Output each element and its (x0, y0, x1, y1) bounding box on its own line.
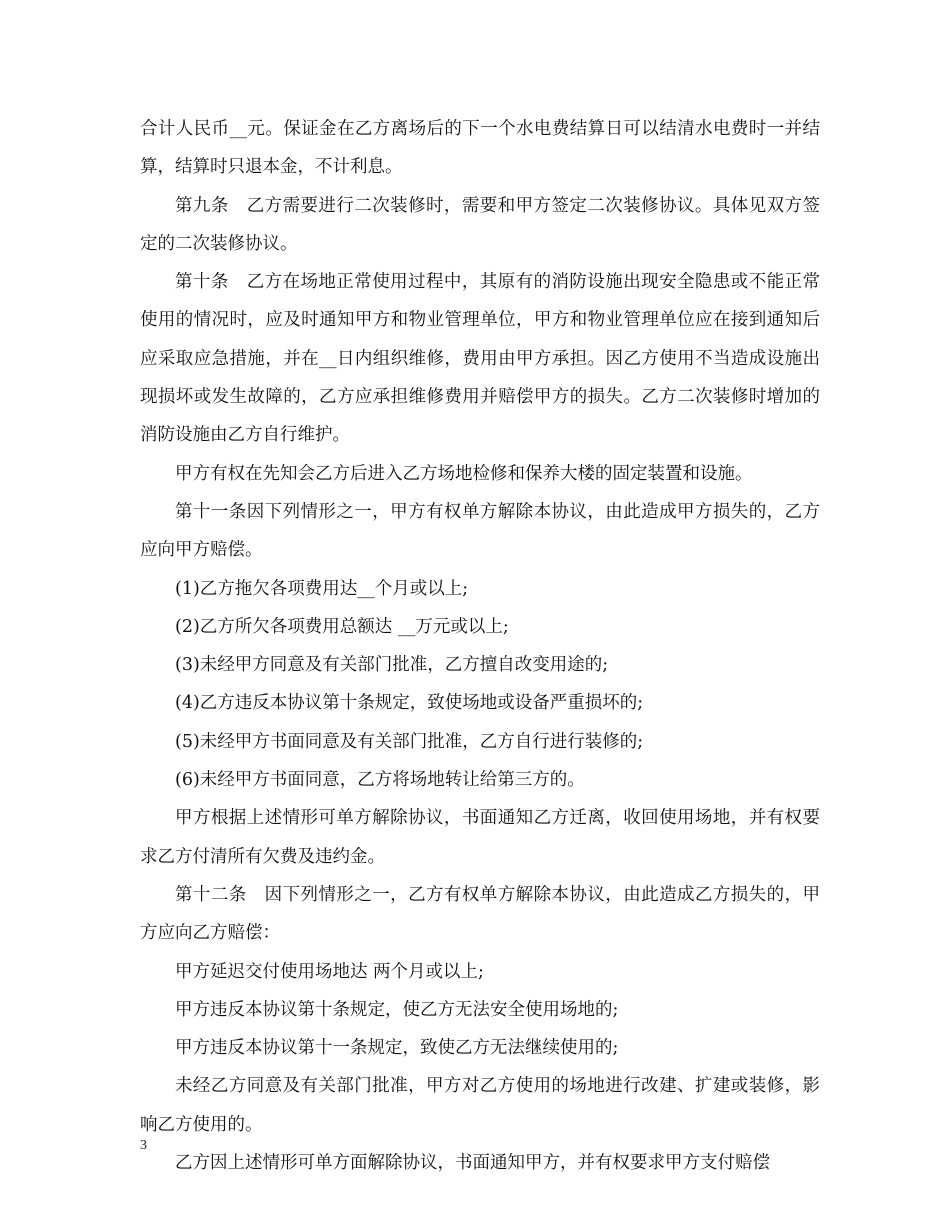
paragraph: 甲方违反本协议第十一条规定，致使乙方无法继续使用的; (175, 1038, 619, 1059)
paragraph: 第九条 乙方需要进行二次装修时，需要和甲方签定二次装修协议。具体见双方签定的二次装修协议。 (140, 195, 820, 254)
paragraph: (2)乙方所欠各项费用总额达 __万元或以上; (175, 616, 509, 637)
paragraph: 合计人民币__元。保证金在乙方离场后的下一个水电费结算日可以结清水电费时一并结算，结算时只退本金，不计利息。 (140, 119, 820, 178)
paragraph: 甲方延迟交付使用场地达 两个月或以上; (175, 961, 484, 982)
paragraph: 第十二条 因下列情形之一，乙方有权单方解除本协议，由此造成乙方损失的，甲方应向乙方赔偿： (140, 884, 820, 944)
paragraph: (1)乙方拖欠各项费用达__个月或以上; (175, 578, 469, 599)
paragraph: 未经乙方同意及有关部门批准，甲方对乙方使用的场地进行改建、扩建或装修，影响乙方使用的。 (140, 1076, 820, 1135)
paragraph: 第十一条因下列情形之一，甲方有权单方解除本协议，由此造成甲方损失的，乙方应向甲方赔偿。 (140, 501, 820, 561)
document-body (140, 110, 820, 1182)
paragraph: 乙方因上述情形可单方面解除协议，书面通知甲方，并有权要求甲方支付赔偿 (175, 1153, 770, 1174)
paragraph: 甲方根据上述情形可单方解除协议，书面通知乙方迁离，收回使用场地，并有权要求乙方付清所有欠费及违约金。 (140, 808, 820, 867)
paragraph: (5)未经甲方书面同意及有关部门批准，乙方自行进行装修的; (175, 731, 644, 752)
paragraph: 第十条 乙方在场地正常使用过程中，其原有的消防设施出现安全隐患或不能正常使用的情况时，应及时通知甲方和物业管理单位，甲方和物业管理单位应在接到通知后应采取应急措施，并在__日内组织维修，费用由甲方承担。因乙方使用不当造成设施出现损坏或发生故障的，乙方应承担维修费用并赔偿甲方的损失。乙方二次装修时增加的消防设施由乙方自行维护。 (140, 272, 820, 446)
page-number: 3 (140, 1138, 147, 1153)
paragraph: (6)未经甲方书面同意，乙方将场地转让给第三方的。 (175, 770, 585, 791)
paragraph: 甲方有权在先知会乙方后进入乙方场地检修和保养大楼的固定装置和设施。 (175, 463, 753, 484)
paragraph: (3)未经甲方同意及有关部门批准，乙方擅自改变用途的; (175, 655, 609, 676)
paragraph: 甲方违反本协议第十条规定，使乙方无法安全使用场地的; (175, 999, 619, 1020)
paragraph: (4)乙方违反本协议第十条规定，致使场地或设备严重损坏的; (175, 693, 644, 714)
